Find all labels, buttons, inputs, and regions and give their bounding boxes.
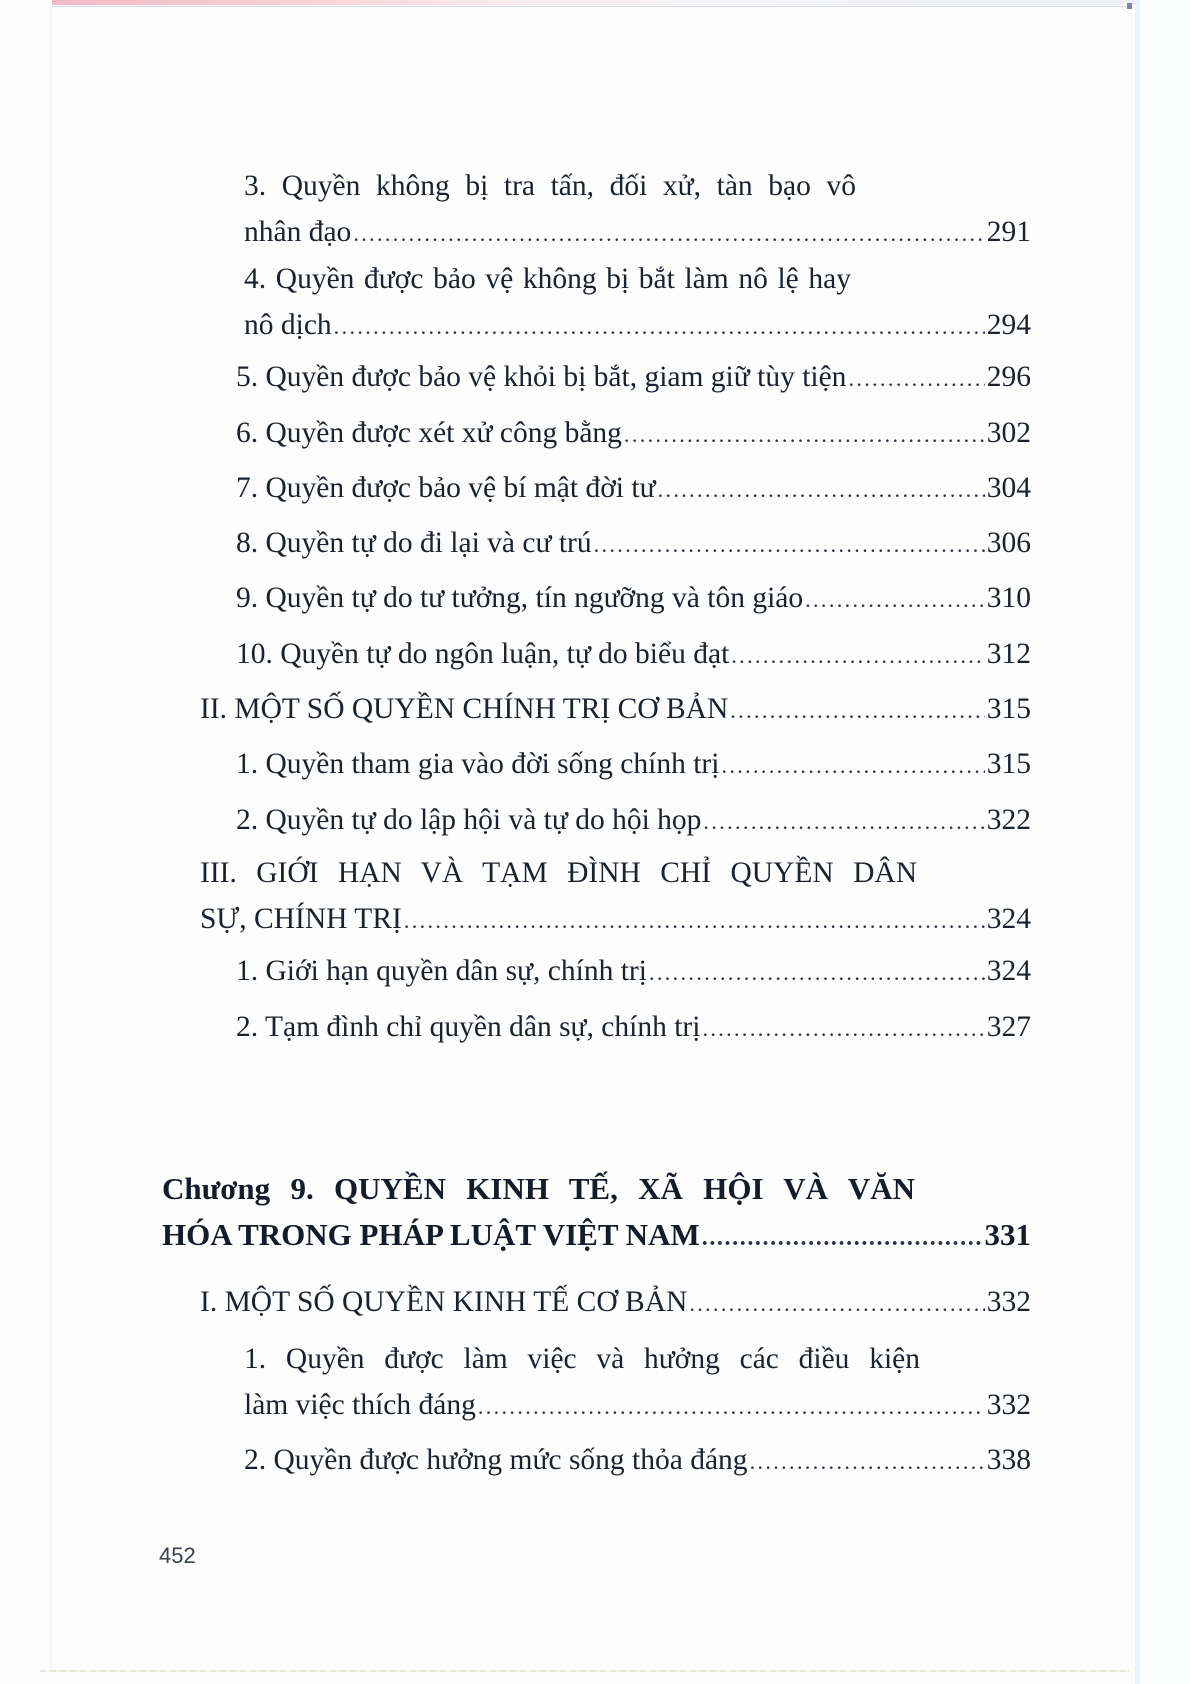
toc-entry-text: 2. Quyền được hưởng mức sống thỏa đáng bbox=[244, 1444, 748, 1476]
toc-entry-section[interactable] bbox=[200, 686, 1031, 732]
dot-leader bbox=[624, 412, 985, 458]
toc-entry-page: 302 bbox=[986, 417, 1031, 449]
toc-entry-text-line-1: 1. Quyền được làm việc và hưởng các điều kiện bbox=[244, 1343, 920, 1375]
toc-entry-line bbox=[236, 410, 1031, 456]
toc-entry-line bbox=[200, 1279, 1031, 1325]
dot-leader bbox=[594, 522, 985, 568]
dot-leader bbox=[721, 743, 984, 789]
toc-entry-line bbox=[162, 1212, 1031, 1258]
toc-entry-page: 296 bbox=[986, 361, 1031, 393]
dot-leader bbox=[730, 688, 984, 734]
toc-entry-line bbox=[200, 896, 1031, 942]
dot-leader bbox=[404, 898, 985, 944]
toc-entry-text: 10. Quyền tự do ngôn luận, tự do biểu đạt bbox=[236, 638, 730, 670]
toc-entry-line bbox=[244, 302, 1031, 348]
toc-entry[interactable] bbox=[236, 797, 1031, 843]
toc-entry-page: 304 bbox=[986, 472, 1031, 504]
toc-entry[interactable] bbox=[236, 575, 1031, 621]
toc-entry-section[interactable] bbox=[200, 1279, 1031, 1325]
toc-entry-line bbox=[236, 1004, 1031, 1050]
dot-leader bbox=[334, 304, 985, 350]
chapter-title-line-2: HÓA TRONG PHÁP LUẬT VIỆT NAM bbox=[162, 1217, 700, 1252]
dot-leader bbox=[658, 467, 985, 513]
toc-entry-page: 331 bbox=[984, 1217, 1031, 1252]
toc-entry-line bbox=[236, 465, 1031, 511]
toc-entry-page: 327 bbox=[986, 1011, 1031, 1043]
dot-leader bbox=[478, 1384, 985, 1430]
dot-leader bbox=[353, 211, 984, 257]
toc-entry-line bbox=[244, 1437, 1031, 1483]
toc-entry-line bbox=[236, 797, 1031, 843]
scan-top-line bbox=[52, 6, 1130, 7]
chapter-title-line-1: Chương 9. QUYỀN KINH TẾ, XÃ HỘI VÀ VĂN bbox=[162, 1171, 915, 1206]
toc-entry-text-line-2: nhân đạo bbox=[244, 216, 352, 248]
dot-leader bbox=[731, 633, 984, 679]
dot-leader bbox=[689, 1281, 984, 1327]
toc-entry-text-line-2: làm việc thích đáng bbox=[244, 1389, 476, 1421]
toc-entry-page: 315 bbox=[986, 748, 1031, 780]
toc-entry[interactable] bbox=[244, 256, 1031, 348]
toc-entry[interactable] bbox=[236, 631, 1031, 677]
dot-leader bbox=[649, 950, 985, 996]
toc-entry-text-line-1: III. GIỚI HẠN VÀ TẠM ĐÌNH CHỈ QUYỀN DÂN bbox=[200, 857, 917, 889]
toc-entry-page: 338 bbox=[986, 1444, 1031, 1476]
dot-leader bbox=[750, 1439, 985, 1485]
scan-right-margin bbox=[1140, 0, 1190, 1684]
toc-entry-text-line-1: 4. Quyền được bảo vệ không bị bắt làm nô lệ hay bbox=[244, 263, 851, 295]
toc-entry-text: 6. Quyền được xét xử công bằng bbox=[236, 417, 622, 449]
toc-entry-line bbox=[236, 575, 1031, 621]
toc-entry[interactable] bbox=[236, 741, 1031, 787]
toc-entry-page: 291 bbox=[986, 216, 1031, 248]
toc-entry-line bbox=[244, 209, 1031, 255]
toc-entry[interactable] bbox=[236, 520, 1031, 566]
toc-entry-page: 322 bbox=[986, 804, 1031, 836]
scan-bottom-edge bbox=[40, 1670, 1130, 1672]
toc-entry-chapter[interactable] bbox=[162, 1166, 1031, 1258]
dot-leader bbox=[702, 1215, 983, 1261]
toc-entry[interactable] bbox=[236, 465, 1031, 511]
toc-entry-line bbox=[236, 631, 1031, 677]
dot-leader bbox=[848, 356, 984, 402]
toc-entry[interactable] bbox=[244, 163, 1031, 255]
toc-entry-text: 1. Giới hạn quyền dân sự, chính trị bbox=[236, 955, 647, 987]
toc-entry-text: 2. Quyền tự do lập hội và tự do hội họp bbox=[236, 804, 702, 836]
toc-entry-text-line-2: SỰ, CHÍNH TRỊ bbox=[200, 903, 402, 935]
toc-entry-text: 8. Quyền tự do đi lại và cư trú bbox=[236, 527, 592, 559]
toc-entry-text-line-2: nô dịch bbox=[244, 309, 332, 341]
toc-entry[interactable] bbox=[236, 948, 1031, 994]
scan-top-edge bbox=[52, 0, 1137, 5]
toc-entry-line bbox=[236, 354, 1031, 400]
toc-entry-page: 294 bbox=[986, 309, 1031, 341]
page-number: 452 bbox=[159, 1543, 196, 1568]
toc-entry-page: 332 bbox=[986, 1286, 1031, 1318]
toc-entry[interactable] bbox=[236, 410, 1031, 456]
toc-entry-text: 5. Quyền được bảo vệ khỏi bị bắt, giam giữ tùy tiện bbox=[236, 361, 847, 393]
toc-entry-text: II. MỘT SỐ QUYỀN CHÍNH TRỊ CƠ BẢN bbox=[200, 693, 729, 725]
toc-entry[interactable] bbox=[236, 1004, 1031, 1050]
toc-entry-text: I. MỘT SỐ QUYỀN KINH TẾ CƠ BẢN bbox=[200, 1286, 688, 1318]
toc-entry-line bbox=[244, 1382, 1031, 1428]
toc-entry-text-line-1: 3. Quyền không bị tra tấn, đối xử, tàn bạo vô bbox=[244, 170, 856, 202]
toc-entry-section[interactable] bbox=[200, 850, 1031, 942]
dot-leader bbox=[702, 1006, 984, 1052]
toc-entry-page: 306 bbox=[986, 527, 1031, 559]
dot-leader bbox=[703, 799, 984, 845]
toc-entry[interactable] bbox=[244, 1437, 1031, 1483]
toc-entry-text: 1. Quyền tham gia vào đời sống chính trị bbox=[236, 748, 720, 780]
toc-entry-page: 324 bbox=[986, 903, 1031, 935]
toc-entry-line bbox=[200, 686, 1031, 732]
toc-entry-text: 7. Quyền được bảo vệ bí mật đời tư bbox=[236, 472, 656, 504]
toc-entry-page: 310 bbox=[986, 582, 1031, 614]
toc-entry-text: 2. Tạm đình chỉ quyền dân sự, chính trị bbox=[236, 1011, 701, 1043]
toc-entry-page: 312 bbox=[986, 638, 1031, 670]
scan-left-edge bbox=[50, 8, 52, 1668]
toc-entry-page: 315 bbox=[986, 693, 1031, 725]
toc-entry[interactable] bbox=[236, 354, 1031, 400]
scan-corner-mark bbox=[1127, 3, 1132, 9]
toc-entry[interactable] bbox=[244, 1336, 1031, 1428]
dot-leader bbox=[805, 577, 985, 623]
toc-entry-page: 332 bbox=[986, 1389, 1031, 1421]
toc-entry-text: 9. Quyền tự do tư tưởng, tín ngưỡng và tôn giáo bbox=[236, 582, 804, 614]
toc-entry-line bbox=[236, 741, 1031, 787]
toc-entry-line bbox=[236, 948, 1031, 994]
toc-entry-page: 324 bbox=[986, 955, 1031, 987]
toc-entry-line bbox=[236, 520, 1031, 566]
